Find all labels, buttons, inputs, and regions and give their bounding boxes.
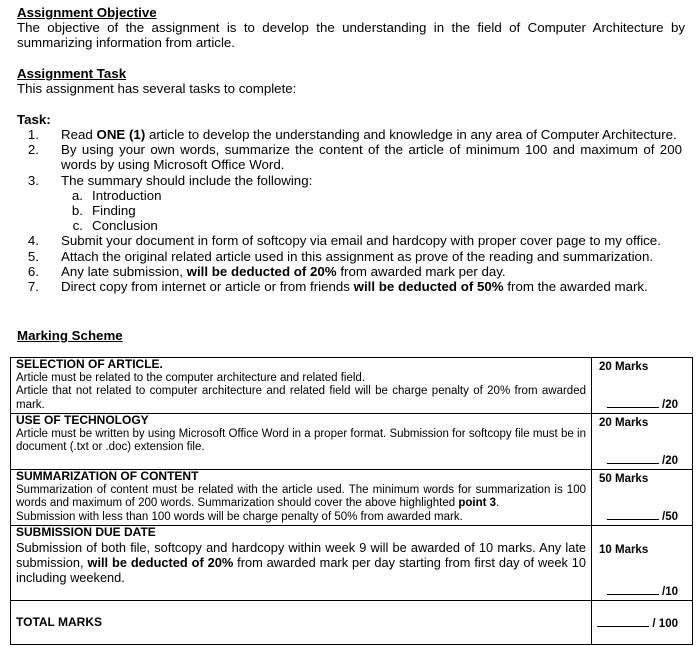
row-title: SUMMARIZATION OF CONTENT [16,469,199,483]
list-item: a. Introduction [71,187,162,203]
marks-cell [592,414,693,470]
marks-cell [592,601,693,645]
marks-value: 10 Marks [599,544,649,556]
score-value: /20 [662,455,678,467]
row-title: SUBMISSION DUE DATE [16,525,156,539]
score-value: /10 [662,586,678,598]
task-list [17,127,682,294]
table-cell: SUBMISSION DUE DATE Submission of both file, softcopy and hardcopy within week 9 will be awarded of 10 marks. Any late submission, will be deducted of 20% from awarded mark per day starting from first day of week 10 including weekend. [11,526,592,601]
marks-cell [592,526,693,601]
list-item: 4. Submit your document in form of softcopy via email and hardcopy with proper cover page to my office. [27,233,661,249]
total-score-value: / 100 [652,618,678,630]
list-item: c. Conclusion [72,218,158,234]
task-label: Task: [17,112,51,127]
list-item: 1. Read ONE (1) article to develop the understanding and knowledge in any area of Computer Architecture. [27,127,677,142]
table-cell: USE OF TECHNOLOGY Article must be written by using Microsoft Office Word in a proper format. Submission for softcopy file must be in document (.txt or .doc) extension file. [11,414,592,470]
table-row [11,526,693,601]
score-value: /20 [662,399,678,411]
objective-section [17,5,685,50]
objective-heading: Assignment Objective [17,5,157,20]
table-row [11,414,693,470]
table-cell [11,601,592,645]
task-heading: Assignment Task [17,66,127,81]
marks-value: 20 Marks [599,361,649,373]
marking-heading: Marking Scheme [17,328,123,343]
objective-text: The objective of the assignment is to develop the understanding in the field of Computer Architecture by summarizing information from article. [17,20,685,50]
list-item: 7. Direct copy from internet or article or from friends will be deducted of 50% from the awarded mark. [27,279,648,295]
list-item: b. Finding [71,203,136,219]
score-value: /50 [662,511,678,523]
list-item: 5. Attach the original related article used in this assignment as prove of the reading and summarization. [27,248,654,264]
summary-subitems [63,188,682,234]
task-intro-text: This assignment has several tasks to complete: [17,81,297,96]
list-item: 3. The summary should include the following: [27,172,313,188]
table-cell: SUMMARIZATION OF CONTENT Summarization of content must be related with the article used. The minimum words for summarization is 100 words and maximum of 200 words. Summarization should cover the above highlighted point 3. Submission with less than 100 words will be charge penalty of 50% from awarded mark. [11,470,592,526]
task-section [17,66,685,96]
marks-cell [592,470,693,526]
marks-cell [592,358,693,414]
row-title: SELECTION OF ARTICLE. [16,357,163,371]
list-item: 6. Any late submission, will be deducted of 20% from awarded mark per day. [27,263,506,279]
total-marks-label: TOTAL MARKS [16,614,102,629]
table-row [11,601,693,645]
table-row [11,470,693,526]
table-row [11,358,693,414]
marking-scheme-table [10,357,693,645]
row-title: USE OF TECHNOLOGY [16,413,149,427]
marks-value: 20 Marks [599,417,649,429]
task-list-section [17,112,682,294]
list-item: 2. By using your own words, summarize the content of the article of minimum 100 and maximum of 200 words by using Microsoft Office Word. [27,142,682,173]
marks-value: 50 Marks [599,473,649,485]
table-cell: SELECTION OF ARTICLE. Article must be related to the computer architecture and related field. Article that not related to computer architecture and related field will be charge penalty of 20% from awarded mark. [11,358,592,414]
